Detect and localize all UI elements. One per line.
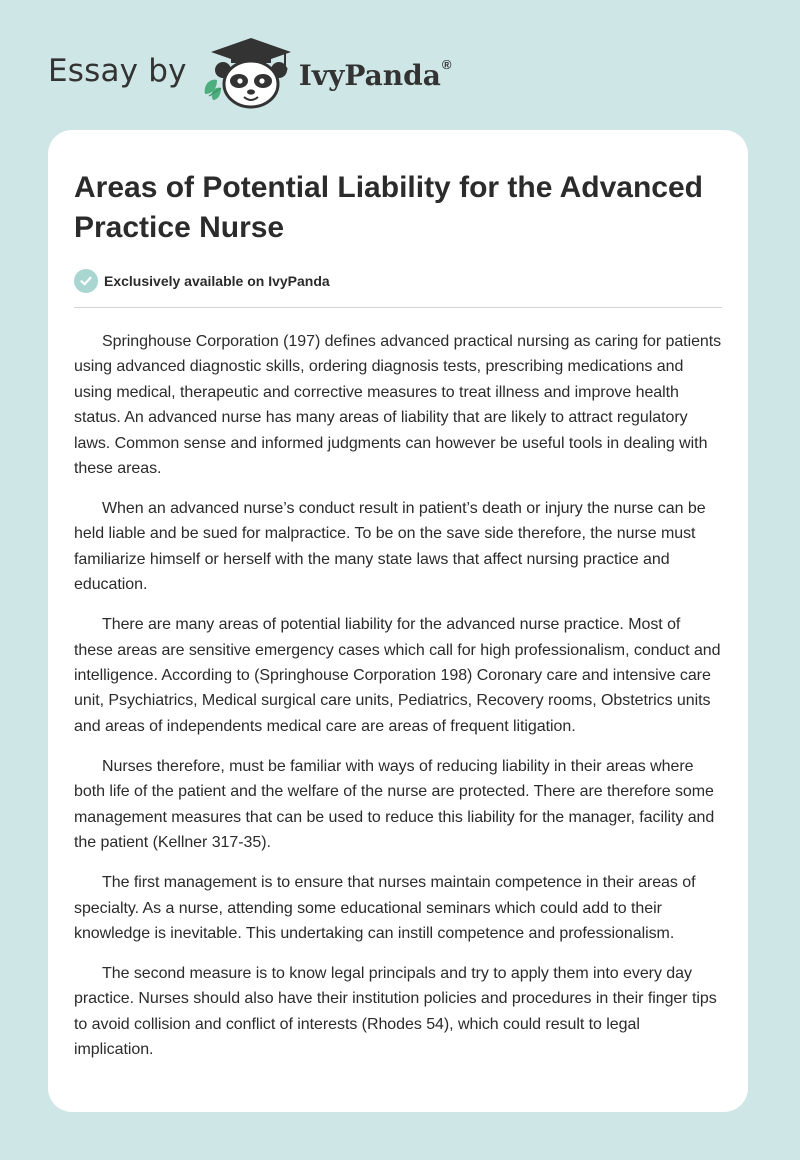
badge-text: Exclusively available on IvyPanda — [104, 273, 330, 289]
brand-name[interactable] — [298, 56, 452, 92]
header-prefix: Essay by — [48, 53, 187, 89]
divider — [74, 307, 722, 308]
page-title: Areas of Potential Liability for the Advanced Practice Nurse — [74, 171, 704, 244]
paragraph: The first management is to ensure that nurses maintain competence in their areas of specialty. As a nurse, attending some educational seminars which could add to their knowledge is inevitable. This undertaking can instill competence and professionalism. — [74, 874, 696, 942]
essay-card — [48, 130, 748, 1112]
paragraph: When an advanced nurse’s conduct result in patient’s death or injury the nurse can be held liable and be sued for malpractice. To be on the save side therefore, the nurse must familiarize himself or herself with the many state laws that affect nursing practice and education. — [74, 500, 706, 594]
panda-graduate-icon[interactable] — [201, 36, 297, 110]
exclusive-badge — [74, 269, 722, 293]
paragraph: The second measure is to know legal principals and try to apply them into every day practice. Nurses should also have their institution policies and procedures in their finger tips to avoid collision and conflict of interests (Rhodes 54), which could result to legal implication. — [74, 964, 717, 1059]
paragraph: There are many areas of potential liability for the advanced nurse practice. Most of these areas are sensitive emergency cases which call for high professionalism, conduct and intelligence. According to (Springhouse Corporation 198) Coronary care and intensive care unit, Psychiatrics, Medical surgical care units, Pediatrics, Recovery rooms, Obstetrics units and areas of independents medical care are areas of frequent litigation. — [74, 616, 721, 735]
brand-text: IvyPanda — [298, 58, 441, 92]
paragraph: Nurses therefore, must be familiar with ways of reducing liability in their areas where both life of the patient and the welfare of the nurse are protected. There are therefore some management measures that can be used to reduce this liability for the manager, facility and the patient (Kellner 317-35). — [74, 757, 715, 852]
essay-body — [74, 329, 722, 1063]
registered-mark: ® — [441, 56, 452, 72]
site-header — [48, 36, 451, 110]
check-circle-icon — [74, 269, 98, 293]
paragraph: Springhouse Corporation (197) defines advanced practical nursing as caring for patients using advanced diagnostic skills, ordering diagnosis tests, prescribing medications and using medical, therapeutic and corrective measures to treat illness and improve health status. An advanced nurse has many areas of liability that are likely to attract regulatory laws. Common sense and informed judgments can however be useful tools in dealing with these areas. — [74, 333, 722, 478]
